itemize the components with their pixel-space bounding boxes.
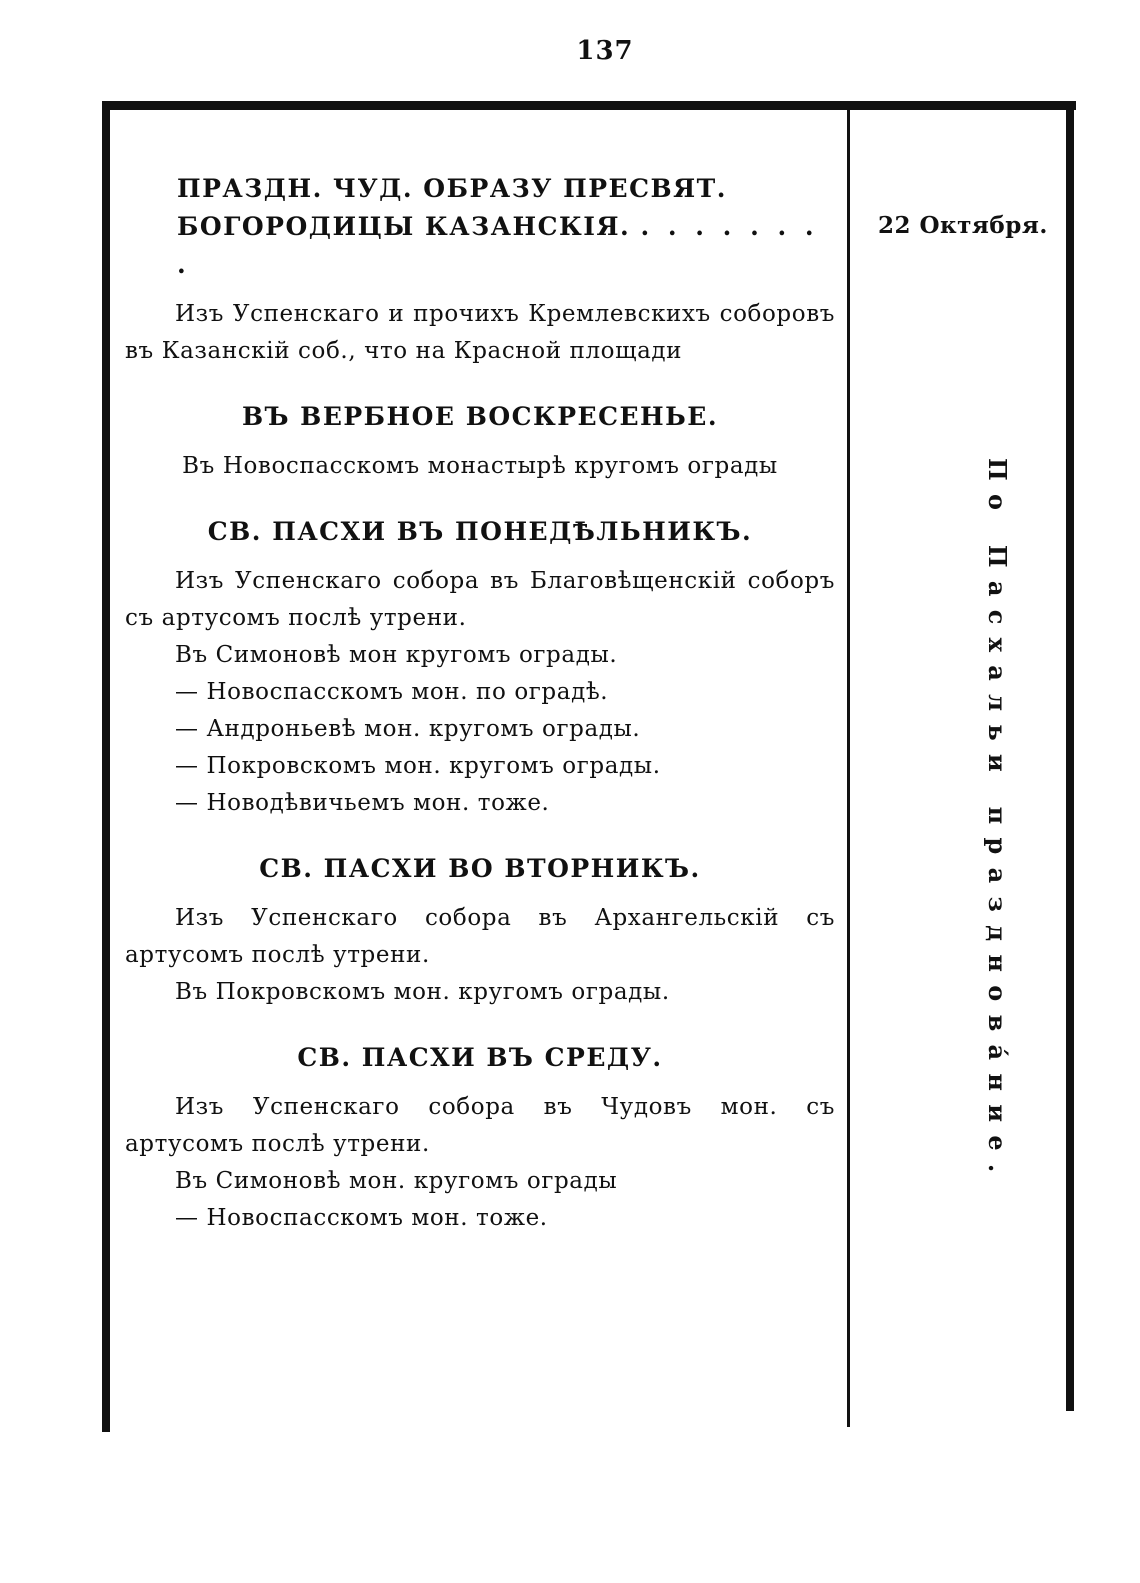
section-easter-monday — [125, 513, 835, 822]
list-item: — Покровскомъ мон. кругомъ ограды. — [175, 753, 661, 779]
main-column — [125, 170, 835, 1237]
section-text: Изъ Успенскаго собора въ Благовѣщенскій соборъ съ артусомъ послѣ утрени. — [125, 568, 835, 631]
list-item: Въ Симоновѣ мон. кругомъ ограды — [175, 1168, 618, 1194]
list-item: — Новоспасскомъ мон. тоже. — [175, 1205, 548, 1231]
section-text: Изъ Успенскаго собора въ Чудовъ мон. съ артусомъ послѣ утрени. — [125, 1094, 835, 1157]
section-heading — [125, 170, 835, 284]
section-palm-sunday — [125, 398, 835, 485]
column-divider — [847, 107, 850, 1427]
list-item: — Новоспасскомъ мон. по оградѣ. — [175, 679, 609, 705]
left-rule — [102, 101, 110, 1432]
page-number: 137 — [576, 36, 634, 66]
list-item: Въ Симоновѣ мон кругомъ ограды. — [175, 642, 618, 668]
vertical-text: По Пасхальи праздновáние. — [983, 458, 1012, 1186]
list-item: — Андроньевѣ мон. кругомъ ограды. — [175, 716, 641, 742]
sidebar-vertical-label — [978, 458, 1018, 1338]
section-heading: СВ. ПАСХИ ВЪ СРЕДУ. — [297, 1043, 663, 1072]
list-item: Въ Покровскомъ мон. кругомъ ограды. — [175, 979, 670, 1005]
section-text: Въ Новоспасскомъ монастырѣ кругомъ ограды — [182, 453, 778, 479]
list-item: — Новодѣвичьемъ мон. тоже. — [175, 790, 550, 816]
heading-line-1: ПРАЗДН. ЧУД. ОБРАЗУ ПРЕСВЯТ. — [177, 174, 727, 203]
heading-dots: . . . . . . . . — [177, 212, 819, 279]
right-rule — [1066, 101, 1074, 1411]
section-kazan — [125, 170, 835, 370]
section-easter-tuesday — [125, 850, 835, 1011]
section-heading: ВЪ ВЕРБНОЕ ВОСКРЕСЕНЬЕ. — [241, 402, 719, 431]
top-rule — [102, 101, 1076, 110]
section-text: Изъ Успенскаго и прочихъ Кремлевскихъ соборовъ въ Казанскій соб., что на Красной площади — [125, 301, 835, 364]
section-heading: СВ. ПАСХИ ВЪ ПОНЕДѢЛЬНИКЪ. — [207, 517, 753, 546]
feast-date: 22 Октября. — [878, 212, 1048, 239]
heading-line-2: БОГОРОДИЦЫ КАЗАНСКІЯ. — [177, 212, 631, 241]
section-text: Изъ Успенскаго собора въ Архангельскій съ артусомъ послѣ утрени. — [125, 905, 835, 968]
section-heading: СВ. ПАСХИ ВО ВТОРНИКЪ. — [259, 854, 701, 883]
section-easter-wednesday — [125, 1039, 835, 1237]
